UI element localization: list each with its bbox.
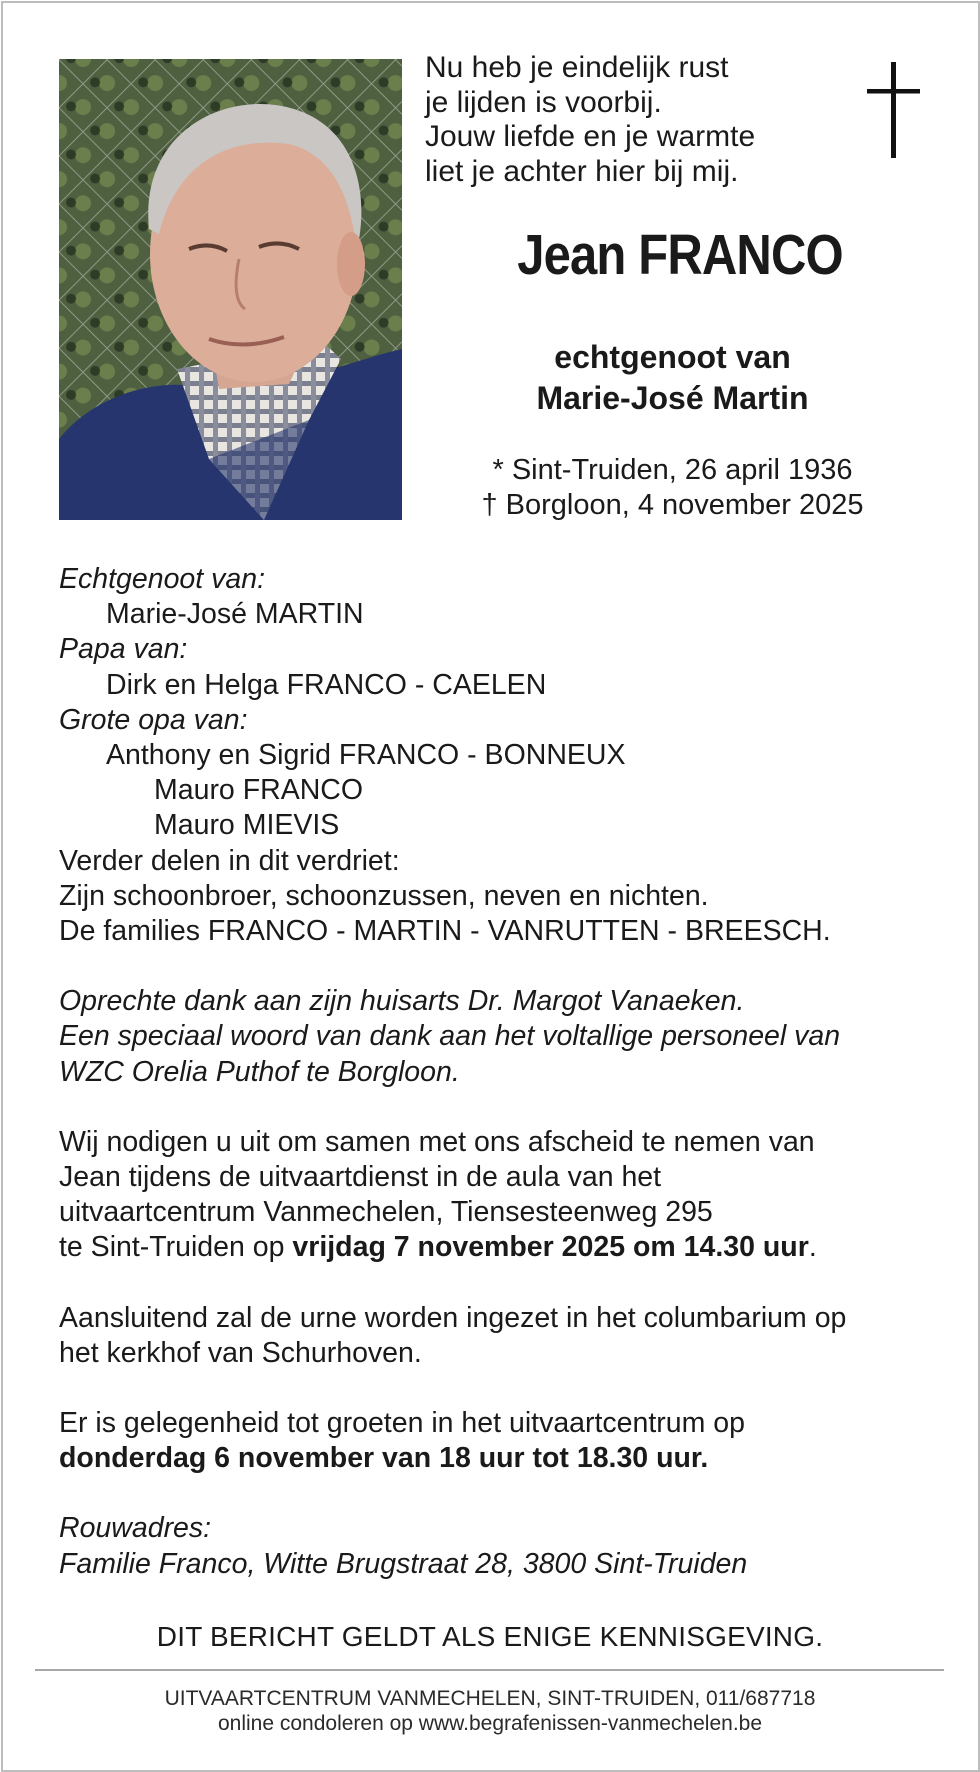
thanks-line: Een speciaal woord van dank aan het voltallige personeel van <box>59 1020 841 1053</box>
condolence-link[interactable]: online condoleren op www.begrafenissen-vanmechelen.be <box>217 1712 763 1735</box>
others-line: Zijn schoonbroer, schoonzussen, neven en nichten. <box>59 879 709 912</box>
deceased-name: Jean FRANCO <box>517 223 843 287</box>
invite-line: uitvaartcentrum Vanmechelen, Tiensesteenweg 295 <box>59 1196 713 1229</box>
service-datetime: vrijdag 7 november 2025 om 14.30 uur <box>292 1231 809 1264</box>
footer-divider <box>35 1669 944 1671</box>
spouse-label: Echtgenoot van: <box>59 563 265 595</box>
poem-line: je lijden is voorbij. <box>425 85 662 119</box>
spouse-heading-name: Marie-José Martin <box>536 380 809 416</box>
grandchildren-names: Anthony en Sigrid FRANCO - BONNEUX <box>106 739 626 772</box>
address-label: Rouwadres: <box>59 1512 212 1545</box>
birth-date: * Sint-Truiden, 26 april 1936 <box>492 454 853 486</box>
invite-line: Jean tijdens de uitvaartdienst in de aula van het <box>59 1161 662 1194</box>
notice-body <box>59 562 939 1582</box>
others-line: De families FRANCO - MARTIN - VANRUTTEN - BREESCH. <box>59 915 831 948</box>
visit-datetime: donderdag 6 november van 18 uur tot 18.30 uur. <box>59 1442 709 1475</box>
invite-line: Wij nodigen u uit om samen met ons afscheid te nemen van <box>59 1125 815 1158</box>
memorial-poem <box>425 51 755 189</box>
address-line: Familie Franco, Witte Brugstraat 28, 3800 Sint-Truiden <box>59 1547 748 1580</box>
visit-line: Er is gelegenheid tot groeten in het uitvaartcentrum op <box>59 1407 746 1440</box>
thanks-line: Oprechte dank aan zijn huisarts Dr. Margot Vanaeken. <box>59 985 745 1018</box>
spouse-heading <box>420 337 925 419</box>
poem-line: liet je achter hier bij mij. <box>425 154 739 188</box>
others-label: Verder delen in dit verdriet: <box>59 844 400 877</box>
invite-suffix: . <box>808 1231 817 1264</box>
great-grandchild: Mauro MIEVIS <box>154 809 340 842</box>
urn-line: Aansluitend zal de urne worden ingezet in het columbarium op <box>59 1301 847 1334</box>
footer <box>0 1686 980 1736</box>
children-names: Dirk en Helga FRANCO - CAELEN <box>106 668 547 701</box>
invite-prefix: te Sint-Truiden op <box>59 1231 293 1264</box>
grandpa-label: Grote opa van: <box>59 703 248 736</box>
great-grandchild: Mauro FRANCO <box>154 774 364 807</box>
poem-line: Jouw liefde en je warmte <box>425 120 756 153</box>
portrait-photo <box>59 59 402 520</box>
poem-line: Nu heb je eindelijk rust <box>425 51 729 84</box>
funeral-home-info: UITVAARTCENTRUM VANMECHELEN, SINT-TRUIDEN, 011/687718 <box>164 1687 816 1710</box>
urn-line: het kerkhof van Schurhoven. <box>59 1336 422 1369</box>
spouse-heading-label: echtgenoot van <box>554 339 791 375</box>
death-date: † Borgloon, 4 november 2025 <box>481 489 864 521</box>
papa-label: Papa van: <box>59 633 188 666</box>
thanks-line: WZC Orelia Puthof te Borgloon. <box>59 1055 460 1088</box>
sole-notice-statement: DIT BERICHT GELDT ALS ENIGE KENNISGEVING. <box>156 1621 824 1652</box>
spouse-name: Marie-José MARTIN <box>106 598 364 631</box>
life-dates <box>420 453 925 523</box>
latin-cross-icon <box>864 62 924 165</box>
invite-line-service <box>59 1230 939 1265</box>
